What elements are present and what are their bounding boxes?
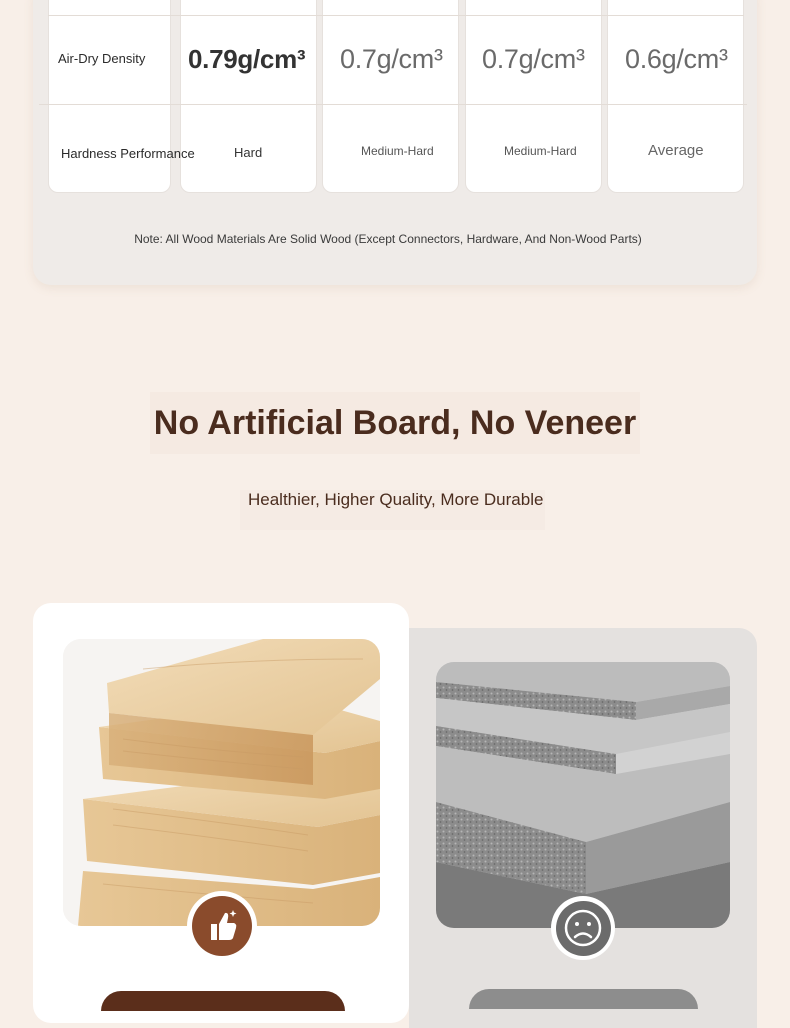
sad-face-icon <box>563 908 603 948</box>
section-subtitle: Healthier, Higher Quality, More Durable <box>240 490 545 530</box>
table-row-divider <box>39 104 747 105</box>
thumbs-up-badge <box>187 891 257 961</box>
table-note: Note: All Wood Materials Are Solid Wood (Except Connectors, Hardware, And Non-Wood Parts) <box>134 232 642 246</box>
hardness-value-2: Medium-Hard <box>361 144 434 158</box>
hardness-value-1: Hard <box>234 145 263 160</box>
solid-wood-label-button[interactable] <box>101 991 345 1011</box>
table-column-label <box>48 0 171 193</box>
thumbs-up-icon <box>203 907 241 945</box>
artificial-board-label-button[interactable] <box>469 989 698 1009</box>
table-column-3 <box>465 0 602 193</box>
sad-face-badge <box>551 896 615 960</box>
row-label-density: Air-Dry Density <box>58 51 146 66</box>
density-value-3: 0.7g/cm³ <box>482 44 585 74</box>
hardness-value-3: Medium-Hard <box>504 144 577 158</box>
density-value-2: 0.7g/cm³ <box>340 44 443 74</box>
table-column-4 <box>607 0 744 193</box>
table-column-2 <box>322 0 459 193</box>
section-title: No Artificial Board, No Veneer <box>150 392 640 454</box>
table-column-1 <box>180 0 317 193</box>
row-label-hardness: Hardness Performance <box>61 146 195 161</box>
density-value-4: 0.6g/cm³ <box>625 44 728 74</box>
hardness-value-4: Average <box>648 142 704 159</box>
table-row-top <box>48 0 744 16</box>
density-value-1: 0.79g/cm³ <box>188 44 306 74</box>
artificial-board-image <box>436 662 730 928</box>
solid-wood-image <box>63 639 380 926</box>
